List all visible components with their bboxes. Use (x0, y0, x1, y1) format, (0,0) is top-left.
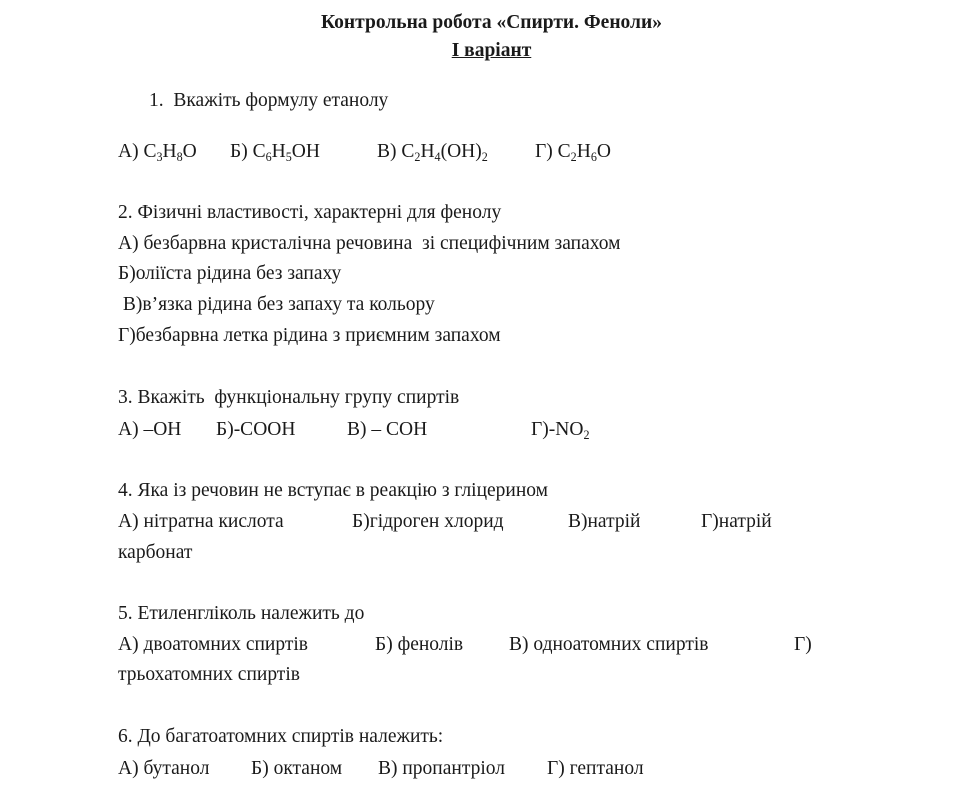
q1-option-a: А) $C_3H_8O$ (118, 141, 197, 165)
page-title: Контрольна робота «Спирти. Феноли» (321, 12, 662, 33)
question-2: 2. Фізичні властивості, характерні для фенолу (118, 202, 502, 223)
q2-option-c: В)в’язка рідина без запаху та кольору (118, 294, 435, 315)
q6-option-b: Б) октаном (251, 758, 343, 779)
q6-option-a: А) бутанол (118, 758, 210, 779)
q3-option-c: В) – COH (347, 419, 428, 440)
q5-option-a: А) двоатомних спиртів (118, 634, 308, 655)
q5-option-b: Б) фенолів (375, 634, 464, 655)
question-1-text: Вкажіть формулу етанолу (173, 90, 389, 111)
q4-option-c: В)натрій (568, 511, 641, 532)
q3-option-b: Б)-COOH (216, 419, 296, 440)
q6-option-d: Г) гептанол (547, 758, 644, 779)
question-1 (149, 89, 388, 113)
q5-option-d: Г) (794, 634, 812, 655)
q5-option-d-continued: трьохатомних спиртів (118, 664, 300, 685)
q4-option-d-continued: карбонат (118, 542, 193, 563)
q2-option-a: А) безбарвна кристалічна речовина зі специфічним запахом (118, 233, 621, 254)
q1-option-d: Г) $C_2H_6O$ (535, 141, 611, 165)
q4-option-b: Б)гідроген хлорид (352, 511, 504, 532)
question-5: 5. Етиленгліколь належить до (118, 603, 365, 624)
question-6: 6. До багатоатомних спиртів належить: (118, 726, 444, 747)
q4-option-d: Г)натрій (701, 511, 772, 532)
question-3: 3. Вкажіть функціональну групу спиртів (118, 387, 460, 408)
variant-label: І варіант (451, 40, 532, 61)
q4-option-a: А) нітратна кислота (118, 511, 284, 532)
q5-option-c: В) одноатомних спиртів (509, 634, 709, 655)
q3-option-a: А) –OH (118, 419, 182, 440)
q1-option-c: В) $C_2H_4(OH)_2$ (377, 141, 488, 165)
q3-option-d: $Г)-NO_2$ (531, 419, 590, 443)
question-4: 4. Яка із речовин не вступає в реакцію з гліцерином (118, 480, 549, 501)
question-1-number: 1. (149, 90, 164, 111)
q6-option-c: В) пропантріол (378, 758, 505, 779)
q1-option-b: Б) $C_6H_5OH$ (230, 141, 320, 165)
q2-option-d: Г)безбарвна летка рідина з приємним запахом (118, 325, 501, 346)
q2-option-b: Б)оліїста рідина без запаху (118, 263, 342, 284)
